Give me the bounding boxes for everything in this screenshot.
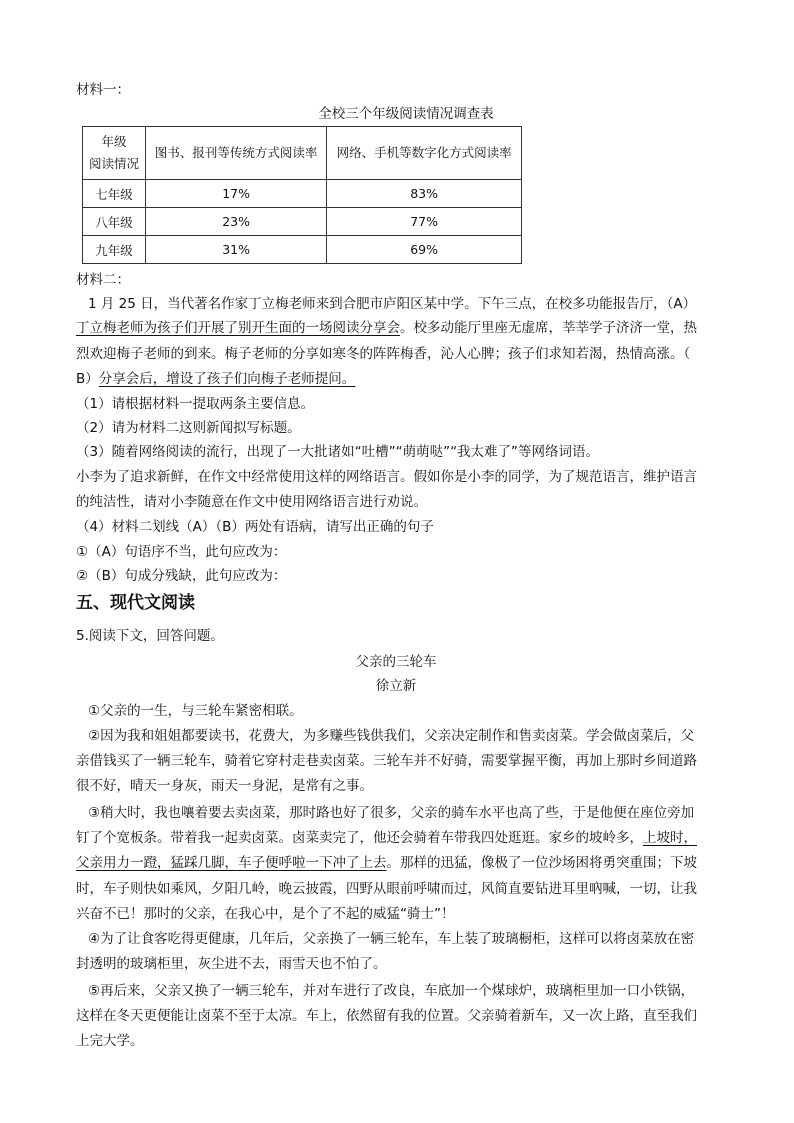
grade-cell: 九年级 xyxy=(83,236,146,264)
article-line: 封透明的玻璃柜里，灰尘进不去，雨雪天也不怕了。 xyxy=(76,956,387,972)
table-row xyxy=(83,236,522,264)
question-4-a: ①（A）句语序不当，此句应改为： xyxy=(76,544,287,560)
article-line: ③稍大时，我也嚷着要去卖卤菜，那时路也好了很多，父亲的骑车水平也高了些，于是他便在座位旁加 xyxy=(88,805,695,821)
material2-paragraph-line: 烈欢迎梅子老师的到来。梅子老师的分享如寒冬的阵阵梅香，沁人心脾；孩子们求知若渴，热情高涨。（ xyxy=(76,346,691,362)
article-line xyxy=(76,828,720,848)
question-3-line: 小李为了追求新鲜，在作文中经常使用这样的网络语言。假如你是小李的同学，为了规范语言，维护语言 xyxy=(76,469,697,485)
article-title: 父亲的三轮车 xyxy=(355,654,437,670)
article-line: 上完大学。 xyxy=(76,1033,144,1049)
article-line: 时，车子则快如乘风，夕阳几岭，晚云披霞，四野从眼前呼啸而过，风简直要钻进耳里吶喊，一切，让我 xyxy=(76,881,697,897)
traditional-rate-cell: 31% xyxy=(146,236,327,264)
corner-top-label: 年级 xyxy=(101,134,127,149)
question-3-line: 的纯洁性，请对小李随意在作文中使用网络语言进行劝说。 xyxy=(76,494,427,510)
article-author: 徐立新 xyxy=(375,678,417,694)
article-line: 兴奋不已！那时的父亲，在我心中，是个了不起的威猛“骑士”！ xyxy=(76,906,455,922)
digital-rate-cell: 77% xyxy=(327,208,522,236)
grade-cell: 八年级 xyxy=(83,208,146,236)
article-line: 很不好，晴天一身灰，雨天一身泥，是常有之事。 xyxy=(76,778,373,794)
article-line: ①父亲的一生，与三轮车紧密相联。 xyxy=(88,703,303,719)
article-line: 亲借钱买了一辆三轮车，骑着它穿村走巷卖卤菜。三轮车并不好骑，需要掌握平衡，再加上那时乡间道路 xyxy=(76,753,697,769)
material1-label: 材料一： xyxy=(76,82,130,98)
section-heading: 五、现代文阅读 xyxy=(76,593,195,613)
article-line: ⑤再后来，父亲又换了一辆三轮车，并对车进行了改良，车底加一个煤球炉，玻璃柜里加一口小铁锅， xyxy=(88,983,695,999)
underlined-article-text: 上坡时， xyxy=(643,830,697,846)
article-text: 钉了个宽板条。带着我一起卖卤菜。卤菜卖完了，他还会骑着车带我四处逛逛。家乡的坡岭多， xyxy=(76,830,643,846)
table-row xyxy=(83,180,522,208)
paragraph-text: 。校多动能厅里座无虚席，莘莘学子济济一堂，热 xyxy=(400,320,697,336)
question-3: （3）随着网络阅读的流行，出现了一大批诸如“吐槽”“萌萌哒”“我太难了”等网络词语。 xyxy=(76,444,600,460)
question-4-b: ②（B）句成分残缺，此句应改为： xyxy=(76,568,287,584)
grade-cell: 七年级 xyxy=(83,180,146,208)
digital-rate-cell: 83% xyxy=(327,180,522,208)
paragraph-text: B） xyxy=(76,371,99,387)
table-title: 全校三个年级阅读情况调查表 xyxy=(318,106,494,122)
article-line: ④为了让食客吃得更健康，几年后，父亲换了一辆三轮车，车上装了玻璃橱柜，这样可以将卤菜放在密 xyxy=(88,931,695,947)
material2-paragraph-line xyxy=(76,369,720,389)
question-2: （2）请为材料二这则新闻拟写标题。 xyxy=(76,420,301,436)
underlined-article-text: 父亲用力一蹬，猛踩几脚，车子便呼啦一下冲了上去 xyxy=(76,855,387,871)
material2-paragraph-line xyxy=(76,318,720,338)
question-1: （1）请根据材料一提取两条主要信息。 xyxy=(76,396,315,412)
table-header-row xyxy=(83,127,522,180)
question-5-instruction: 5.阅读下文，回答问题。 xyxy=(76,628,224,644)
underlined-sentence-b: 分享会后，增设了孩子们向梅子老师提问。 xyxy=(98,371,356,387)
traditional-rate-cell: 17% xyxy=(146,180,327,208)
digital-rate-cell: 69% xyxy=(327,236,522,264)
article-text: 。那样的迅猛，像极了一位沙场困将勇突重围；下坡 xyxy=(386,855,697,871)
table-corner-cell xyxy=(83,127,146,180)
material2-paragraph-line: 1 月 25 日，当代著名作家丁立梅老师来到合肥市庐阳区某中学。下午三点，在校多功能报告厅，（A） xyxy=(88,296,697,312)
article-line: ②因为我和姐姐都要读书，花费大，为多赚些钱供我们，父亲决定制作和售卖卤菜。学会做卤菜后，父 xyxy=(88,728,695,744)
corner-bottom-label: 阅读情况 xyxy=(88,156,139,171)
table-row xyxy=(83,208,522,236)
question-4: （4）材料二划线（A）（B）两处有语病，请写出正确的句子 xyxy=(76,519,434,535)
column-header-traditional: 图书、报刊等传统方式阅读率 xyxy=(146,127,327,180)
underlined-sentence-a: 丁立梅老师为孩子们开展了别开生面的一场阅读分享会 xyxy=(76,320,400,336)
article-line xyxy=(76,853,720,873)
traditional-rate-cell: 23% xyxy=(146,208,327,236)
article-line: 这样在冬天更便能让卤菜不至于太凉。车上，依然留有我的位置。父亲骑着新车，又一次上路，直至我们 xyxy=(76,1008,697,1024)
column-header-digital: 网络、手机等数字化方式阅读率 xyxy=(327,127,522,180)
material2-label: 材料二： xyxy=(76,272,130,288)
survey-table xyxy=(82,126,522,264)
